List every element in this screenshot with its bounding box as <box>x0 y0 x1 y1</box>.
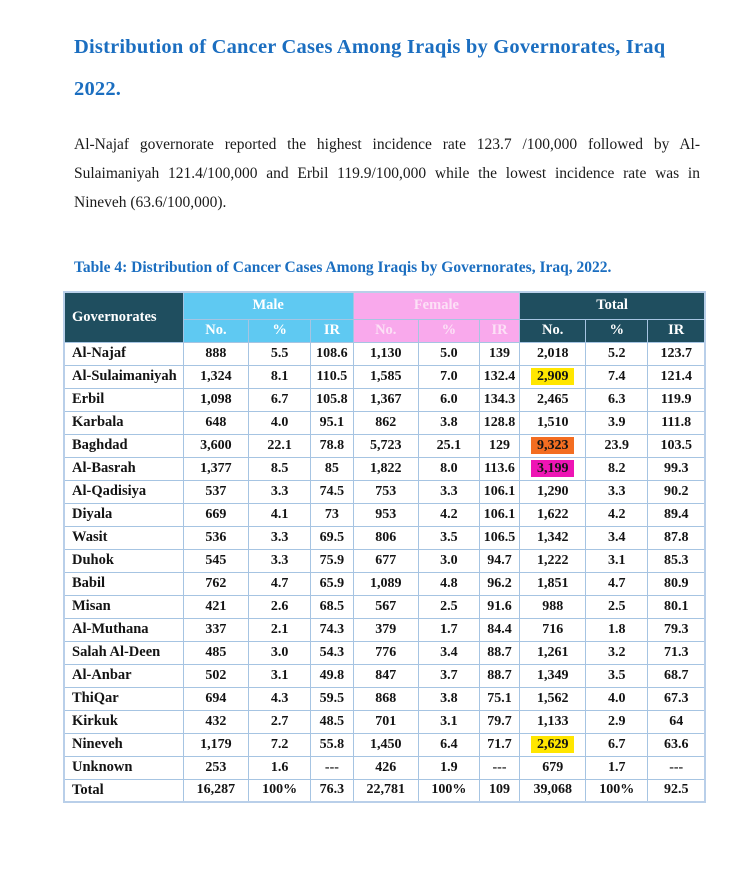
data-cell: 7.0 <box>418 365 479 388</box>
data-cell: 16,287 <box>183 779 248 802</box>
data-cell: 862 <box>353 411 418 434</box>
data-cell: 3.1 <box>418 710 479 733</box>
data-cell: 1,261 <box>520 641 586 664</box>
data-cell: 253 <box>183 756 248 779</box>
governorate-name-cell: Misan <box>64 595 183 618</box>
data-cell: 88.7 <box>479 641 519 664</box>
data-cell: 2.6 <box>249 595 311 618</box>
data-cell: 103.5 <box>648 434 705 457</box>
data-cell: 1,222 <box>520 549 586 572</box>
data-cell: 1,622 <box>520 503 586 526</box>
data-cell: 567 <box>353 595 418 618</box>
data-cell: 3.3 <box>249 549 311 572</box>
data-cell: 2,018 <box>520 342 586 365</box>
table-row <box>64 342 705 365</box>
table-row <box>64 388 705 411</box>
data-cell: 5.0 <box>418 342 479 365</box>
data-cell: 113.6 <box>479 457 519 480</box>
data-cell: 776 <box>353 641 418 664</box>
data-cell: 100% <box>418 779 479 802</box>
table-row <box>64 365 705 388</box>
data-cell: 91.6 <box>479 595 519 618</box>
governorate-name-cell: Diyala <box>64 503 183 526</box>
data-cell: 1,562 <box>520 687 586 710</box>
data-cell: 337 <box>183 618 248 641</box>
data-cell: 694 <box>183 687 248 710</box>
data-cell: 128.8 <box>479 411 519 434</box>
total-ir-header: IR <box>648 319 705 342</box>
data-cell: 3.5 <box>586 664 648 687</box>
data-cell: 68.7 <box>648 664 705 687</box>
data-cell: 99.3 <box>648 457 705 480</box>
data-cell: 23.9 <box>586 434 648 457</box>
data-cell: 3.4 <box>418 641 479 664</box>
data-cell: 76.3 <box>311 779 353 802</box>
data-cell: 3.3 <box>586 480 648 503</box>
data-cell: 59.5 <box>311 687 353 710</box>
table-row <box>64 503 705 526</box>
data-cell: 75.9 <box>311 549 353 572</box>
table-row <box>64 710 705 733</box>
governorate-name-cell: Al-Sulaimaniyah <box>64 365 183 388</box>
data-cell: 96.2 <box>479 572 519 595</box>
data-cell: 4.0 <box>249 411 311 434</box>
data-cell: 55.8 <box>311 733 353 756</box>
data-cell: 1,585 <box>353 365 418 388</box>
data-cell: 90.2 <box>648 480 705 503</box>
data-cell: 80.1 <box>648 595 705 618</box>
data-cell: 54.3 <box>311 641 353 664</box>
governorate-name-cell: Unknown <box>64 756 183 779</box>
table-row <box>64 572 705 595</box>
data-cell <box>520 733 586 756</box>
data-cell: --- <box>648 756 705 779</box>
data-cell: 110.5 <box>311 365 353 388</box>
data-cell: 123.7 <box>648 342 705 365</box>
governorate-name-cell: Al-Muthana <box>64 618 183 641</box>
data-cell: 78.8 <box>311 434 353 457</box>
data-cell: 2.5 <box>586 595 648 618</box>
table-row <box>64 411 705 434</box>
data-cell: 3.1 <box>586 549 648 572</box>
table-row <box>64 756 705 779</box>
table-row <box>64 687 705 710</box>
male-pct-header: % <box>249 319 311 342</box>
data-cell: 432 <box>183 710 248 733</box>
data-cell: 1,367 <box>353 388 418 411</box>
data-cell: 8.1 <box>249 365 311 388</box>
data-cell: 1.9 <box>418 756 479 779</box>
data-cell: 49.8 <box>311 664 353 687</box>
data-cell: 648 <box>183 411 248 434</box>
data-cell: 139 <box>479 342 519 365</box>
data-cell: 75.1 <box>479 687 519 710</box>
data-cell: 69.5 <box>311 526 353 549</box>
table-row <box>64 595 705 618</box>
total-no-header: No. <box>520 319 586 342</box>
data-cell: 3.1 <box>249 664 311 687</box>
highlighted-value: 2,629 <box>531 736 575 753</box>
data-cell <box>520 434 586 457</box>
data-cell: 1,349 <box>520 664 586 687</box>
female-ir-header: IR <box>479 319 519 342</box>
governorate-name-cell: Al-Basrah <box>64 457 183 480</box>
data-cell: 3.3 <box>418 480 479 503</box>
data-cell: 108.6 <box>311 342 353 365</box>
male-no-header: No. <box>183 319 248 342</box>
governorate-name-cell: Al-Anbar <box>64 664 183 687</box>
data-cell: 6.3 <box>586 388 648 411</box>
data-cell: 1,342 <box>520 526 586 549</box>
data-cell: 92.5 <box>648 779 705 802</box>
data-cell: 753 <box>353 480 418 503</box>
table-row <box>64 434 705 457</box>
data-cell: 847 <box>353 664 418 687</box>
cancer-cases-table <box>63 291 706 803</box>
governorate-name-cell: Salah Al-Deen <box>64 641 183 664</box>
data-cell: 3.3 <box>249 526 311 549</box>
data-cell: 6.7 <box>249 388 311 411</box>
data-cell: 3.2 <box>586 641 648 664</box>
table-body <box>64 342 705 802</box>
data-cell: 4.8 <box>418 572 479 595</box>
table-row <box>64 779 705 802</box>
data-cell: 4.2 <box>586 503 648 526</box>
data-cell: 8.5 <box>249 457 311 480</box>
data-cell: 85.3 <box>648 549 705 572</box>
data-cell: 3.4 <box>586 526 648 549</box>
data-cell <box>520 457 586 480</box>
governorate-name-cell: Erbil <box>64 388 183 411</box>
governorate-name-cell: Baghdad <box>64 434 183 457</box>
female-no-header: No. <box>353 319 418 342</box>
data-cell: 953 <box>353 503 418 526</box>
data-cell: 1,377 <box>183 457 248 480</box>
data-cell: 100% <box>249 779 311 802</box>
data-cell: 4.3 <box>249 687 311 710</box>
data-cell: 22,781 <box>353 779 418 802</box>
table-row <box>64 664 705 687</box>
data-cell: --- <box>311 756 353 779</box>
data-cell: 71.7 <box>479 733 519 756</box>
data-cell: 3.8 <box>418 411 479 434</box>
data-cell: 7.2 <box>249 733 311 756</box>
data-cell: 762 <box>183 572 248 595</box>
page-title: Distribution of Cancer Cases Among Iraqis by Governorates, Iraq 2022. <box>74 36 666 100</box>
data-cell: 485 <box>183 641 248 664</box>
data-cell: 121.4 <box>648 365 705 388</box>
governorate-name-cell: ThiQar <box>64 687 183 710</box>
data-cell: 4.2 <box>418 503 479 526</box>
highlighted-value: 2,909 <box>531 368 575 385</box>
data-cell: 67.3 <box>648 687 705 710</box>
table-row <box>64 618 705 641</box>
table-row <box>64 457 705 480</box>
data-cell: 132.4 <box>479 365 519 388</box>
data-cell: 109 <box>479 779 519 802</box>
female-pct-header: % <box>418 319 479 342</box>
data-cell: 39,068 <box>520 779 586 802</box>
data-cell: 106.1 <box>479 480 519 503</box>
data-cell: 94.7 <box>479 549 519 572</box>
data-cell: 545 <box>183 549 248 572</box>
data-cell: 502 <box>183 664 248 687</box>
data-cell: 119.9 <box>648 388 705 411</box>
data-cell: 669 <box>183 503 248 526</box>
governorate-name-cell: Babil <box>64 572 183 595</box>
data-cell: 3.3 <box>249 480 311 503</box>
data-cell: 536 <box>183 526 248 549</box>
document-page <box>63 26 706 803</box>
data-cell: 134.3 <box>479 388 519 411</box>
data-cell: 65.9 <box>311 572 353 595</box>
data-cell: 2.1 <box>249 618 311 641</box>
data-cell: 1,450 <box>353 733 418 756</box>
data-cell: 68.5 <box>311 595 353 618</box>
governorate-name-cell: Karbala <box>64 411 183 434</box>
data-cell: 1,290 <box>520 480 586 503</box>
table-row <box>64 549 705 572</box>
data-cell: 1,130 <box>353 342 418 365</box>
table-row <box>64 641 705 664</box>
data-cell: 5.5 <box>249 342 311 365</box>
data-cell: 3.8 <box>418 687 479 710</box>
data-cell: 6.0 <box>418 388 479 411</box>
data-cell: 3,600 <box>183 434 248 457</box>
data-cell: 2.9 <box>586 710 648 733</box>
governorate-name-cell: Duhok <box>64 549 183 572</box>
data-cell: 4.7 <box>249 572 311 595</box>
data-cell: 84.4 <box>479 618 519 641</box>
data-cell: 1,133 <box>520 710 586 733</box>
data-cell: --- <box>479 756 519 779</box>
data-cell: 701 <box>353 710 418 733</box>
data-cell: 379 <box>353 618 418 641</box>
data-cell: 100% <box>586 779 648 802</box>
data-cell: 1.8 <box>586 618 648 641</box>
data-cell: 85 <box>311 457 353 480</box>
governorate-name-cell: Total <box>64 779 183 802</box>
male-ir-header: IR <box>311 319 353 342</box>
governorate-name-cell: Al-Qadisiya <box>64 480 183 503</box>
governorate-name-cell: Nineveh <box>64 733 183 756</box>
data-cell: 537 <box>183 480 248 503</box>
data-cell: 4.7 <box>586 572 648 595</box>
total-group-header: Total <box>520 292 705 319</box>
data-cell: 5,723 <box>353 434 418 457</box>
data-cell: 6.7 <box>586 733 648 756</box>
data-cell: 679 <box>520 756 586 779</box>
data-cell: 79.7 <box>479 710 519 733</box>
data-cell: 2.7 <box>249 710 311 733</box>
data-cell: 106.1 <box>479 503 519 526</box>
data-cell: 4.1 <box>249 503 311 526</box>
data-cell: 6.4 <box>418 733 479 756</box>
highlighted-value: 3,199 <box>531 460 575 477</box>
data-cell: 3.7 <box>418 664 479 687</box>
data-cell: 73 <box>311 503 353 526</box>
data-cell: 868 <box>353 687 418 710</box>
data-cell: 89.4 <box>648 503 705 526</box>
governorate-name-cell: Al-Najaf <box>64 342 183 365</box>
data-cell: 74.3 <box>311 618 353 641</box>
data-cell: 1,089 <box>353 572 418 595</box>
data-cell: 716 <box>520 618 586 641</box>
governorate-name-cell: Kirkuk <box>64 710 183 733</box>
data-cell: 3.0 <box>418 549 479 572</box>
data-cell: 87.8 <box>648 526 705 549</box>
data-cell: 7.4 <box>586 365 648 388</box>
data-cell: 79.3 <box>648 618 705 641</box>
data-cell: 1,324 <box>183 365 248 388</box>
data-cell: 677 <box>353 549 418 572</box>
governorates-column-header: Governorates <box>64 292 183 342</box>
data-cell: 64 <box>648 710 705 733</box>
data-cell: 806 <box>353 526 418 549</box>
table-caption: Table 4: Distribution of Cancer Cases Among Iraqis by Governorates, Iraq, 2022. <box>74 259 612 276</box>
data-cell: 1,851 <box>520 572 586 595</box>
data-cell: 1,510 <box>520 411 586 434</box>
male-group-header: Male <box>183 292 353 319</box>
data-cell: 1,822 <box>353 457 418 480</box>
data-cell: 129 <box>479 434 519 457</box>
table-row <box>64 526 705 549</box>
data-cell: 426 <box>353 756 418 779</box>
data-cell: 1.7 <box>418 618 479 641</box>
data-cell: 5.2 <box>586 342 648 365</box>
table-row <box>64 480 705 503</box>
data-cell: 25.1 <box>418 434 479 457</box>
data-cell: 8.0 <box>418 457 479 480</box>
data-cell <box>520 365 586 388</box>
data-cell: 48.5 <box>311 710 353 733</box>
data-cell: 3.0 <box>249 641 311 664</box>
data-cell: 4.0 <box>586 687 648 710</box>
data-cell: 71.3 <box>648 641 705 664</box>
data-cell: 1.6 <box>249 756 311 779</box>
data-cell: 80.9 <box>648 572 705 595</box>
data-cell: 111.8 <box>648 411 705 434</box>
data-cell: 888 <box>183 342 248 365</box>
table-row <box>64 733 705 756</box>
data-cell: 3.5 <box>418 526 479 549</box>
data-cell: 8.2 <box>586 457 648 480</box>
data-cell: 3.9 <box>586 411 648 434</box>
data-cell: 105.8 <box>311 388 353 411</box>
data-cell: 988 <box>520 595 586 618</box>
governorate-name-cell: Wasit <box>64 526 183 549</box>
highlighted-value: 9,323 <box>531 437 575 454</box>
total-pct-header: % <box>586 319 648 342</box>
data-cell: 106.5 <box>479 526 519 549</box>
data-cell: 95.1 <box>311 411 353 434</box>
data-cell: 88.7 <box>479 664 519 687</box>
data-cell: 1,098 <box>183 388 248 411</box>
data-cell: 22.1 <box>249 434 311 457</box>
data-cell: 1.7 <box>586 756 648 779</box>
data-cell: 421 <box>183 595 248 618</box>
female-group-header: Female <box>353 292 520 319</box>
data-cell: 74.5 <box>311 480 353 503</box>
data-cell: 2,465 <box>520 388 586 411</box>
data-cell: 63.6 <box>648 733 705 756</box>
intro-paragraph: Al-Najaf governorate reported the highest incidence rate 123.7 /100,000 followed by Al-Sulaimaniyah 121.4/100,000 and Erbil 119.9/100,000 while the lowest incidence rate was in Nineveh (63.6/100,000). <box>74 136 700 211</box>
data-cell: 1,179 <box>183 733 248 756</box>
data-cell: 2.5 <box>418 595 479 618</box>
